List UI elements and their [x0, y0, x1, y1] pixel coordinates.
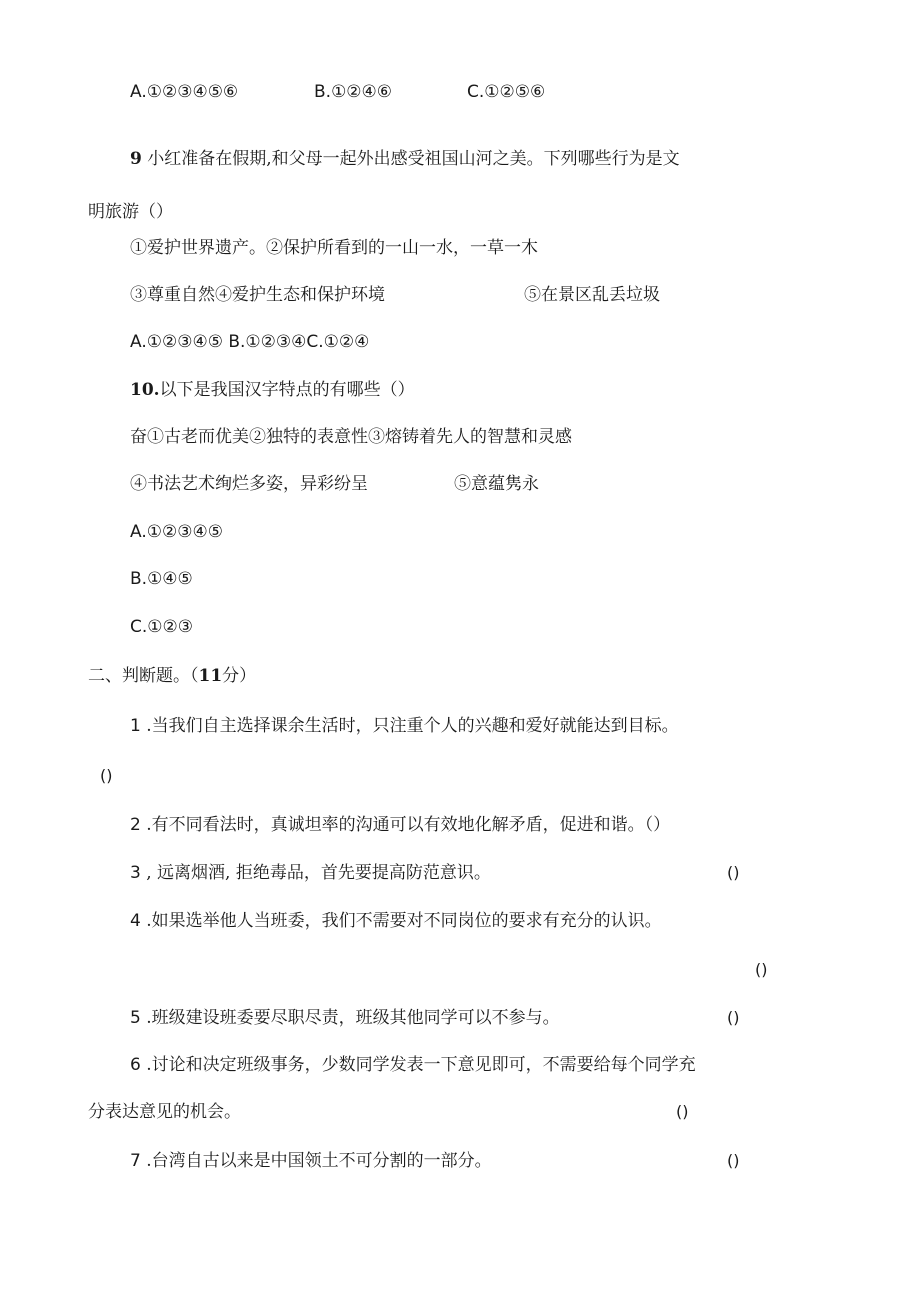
judgment-text: .班级建设班委要尽职尽责，班级其他同学可以不参与。 — [146, 1008, 560, 1028]
judgment-number: 3 — [130, 863, 141, 883]
judgment-paren-4: () — [755, 960, 768, 979]
q10-option-a: A.①②③④⑤ — [130, 522, 223, 542]
q9-stem-line2: 明旅游（） — [88, 202, 173, 222]
judgment-paren-1: () — [100, 766, 113, 785]
section2-title-suffix: 分） — [222, 666, 257, 686]
q10-stem — [130, 378, 415, 402]
q9-stem-text: 小红准备在假期,和父母一起外出感受祖国山河之美。下列哪些行为是文 — [147, 149, 680, 169]
judgment-number: 5 — [130, 1008, 141, 1028]
q10-stem-text: 以下是我国汉字特点的有哪些（） — [159, 380, 415, 400]
judgment-item-1 — [130, 714, 679, 738]
q9-item-line1: ①爱护世界遗产。②保护所看到的一山一水，一草一木 — [130, 238, 538, 258]
q8-option-b: B.①②④⑥ — [314, 82, 393, 102]
q9-item-line2-left: ③尊重自然④爱护生态和保护环境 — [130, 285, 385, 305]
judgment-item-6 — [130, 1053, 696, 1077]
judgment-text: , 远离烟酒, 拒绝毒品，首先要提高防范意识。 — [146, 863, 491, 883]
judgment-item-2 — [130, 813, 670, 837]
judgment-number: 6 — [130, 1055, 141, 1075]
judgment-item-7 — [130, 1149, 492, 1173]
section2-title-prefix: 二、判断题。（ — [88, 666, 199, 686]
q10-item-line2-right: ⑤意蕴隽永 — [454, 474, 539, 494]
judgment-paren-3: () — [727, 863, 740, 882]
q10-number: 10. — [130, 380, 160, 400]
judgment-paren-6: () — [676, 1102, 689, 1121]
q10-option-c: C.①②③ — [130, 617, 193, 637]
q8-option-c: C.①②⑤⑥ — [467, 82, 546, 102]
q10-option-b: B.①④⑤ — [130, 569, 193, 589]
judgment-text: .讨论和决定班级事务，少数同学发表一下意见即可，不需要给每个同学充 — [146, 1055, 696, 1075]
q8-option-a: A.①②③④⑤⑥ — [130, 82, 239, 102]
q9-item-line2-right: ⑤在景区乱丢垃圾 — [524, 285, 660, 305]
judgment-number: 7 — [130, 1151, 141, 1171]
judgment-paren-7: () — [727, 1151, 740, 1170]
judgment-paren-5: () — [727, 1008, 740, 1027]
section2-title — [88, 664, 256, 688]
judgment-text: .有不同看法时，真诚坦率的沟通可以有效地化解矛盾，促进和谐。（） — [146, 815, 671, 835]
section2-score: 11 — [198, 666, 223, 686]
q10-item-line2-left: ④书法艺术绚烂多姿，异彩纷呈 — [130, 474, 368, 494]
judgment-number: 1 — [130, 716, 141, 736]
q9-options: A.①②③④⑤ B.①②③④C.①②④ — [130, 332, 370, 352]
judgment-text: .台湾自古以来是中国领土不可分割的一部分。 — [146, 1151, 492, 1171]
judgment-item-6-line2: 分表达意见的机会。 — [88, 1102, 241, 1122]
judgment-text: .如果选举他人当班委，我们不需要对不同岗位的要求有充分的认识。 — [146, 911, 662, 931]
q10-item-line1: 奋①古老而优美②独特的表意性③熔铸着先人的智慧和灵感 — [130, 427, 572, 447]
judgment-text: .当我们自主选择课余生活时，只注重个人的兴趣和爱好就能达到目标。 — [146, 716, 679, 736]
judgment-number: 2 — [130, 815, 141, 835]
q9-stem-line1 — [130, 147, 680, 171]
q9-number: 9 — [130, 149, 142, 169]
judgment-item-3 — [130, 861, 491, 885]
judgment-item-4 — [130, 909, 662, 933]
judgment-item-5 — [130, 1006, 560, 1030]
judgment-number: 4 — [130, 911, 141, 931]
